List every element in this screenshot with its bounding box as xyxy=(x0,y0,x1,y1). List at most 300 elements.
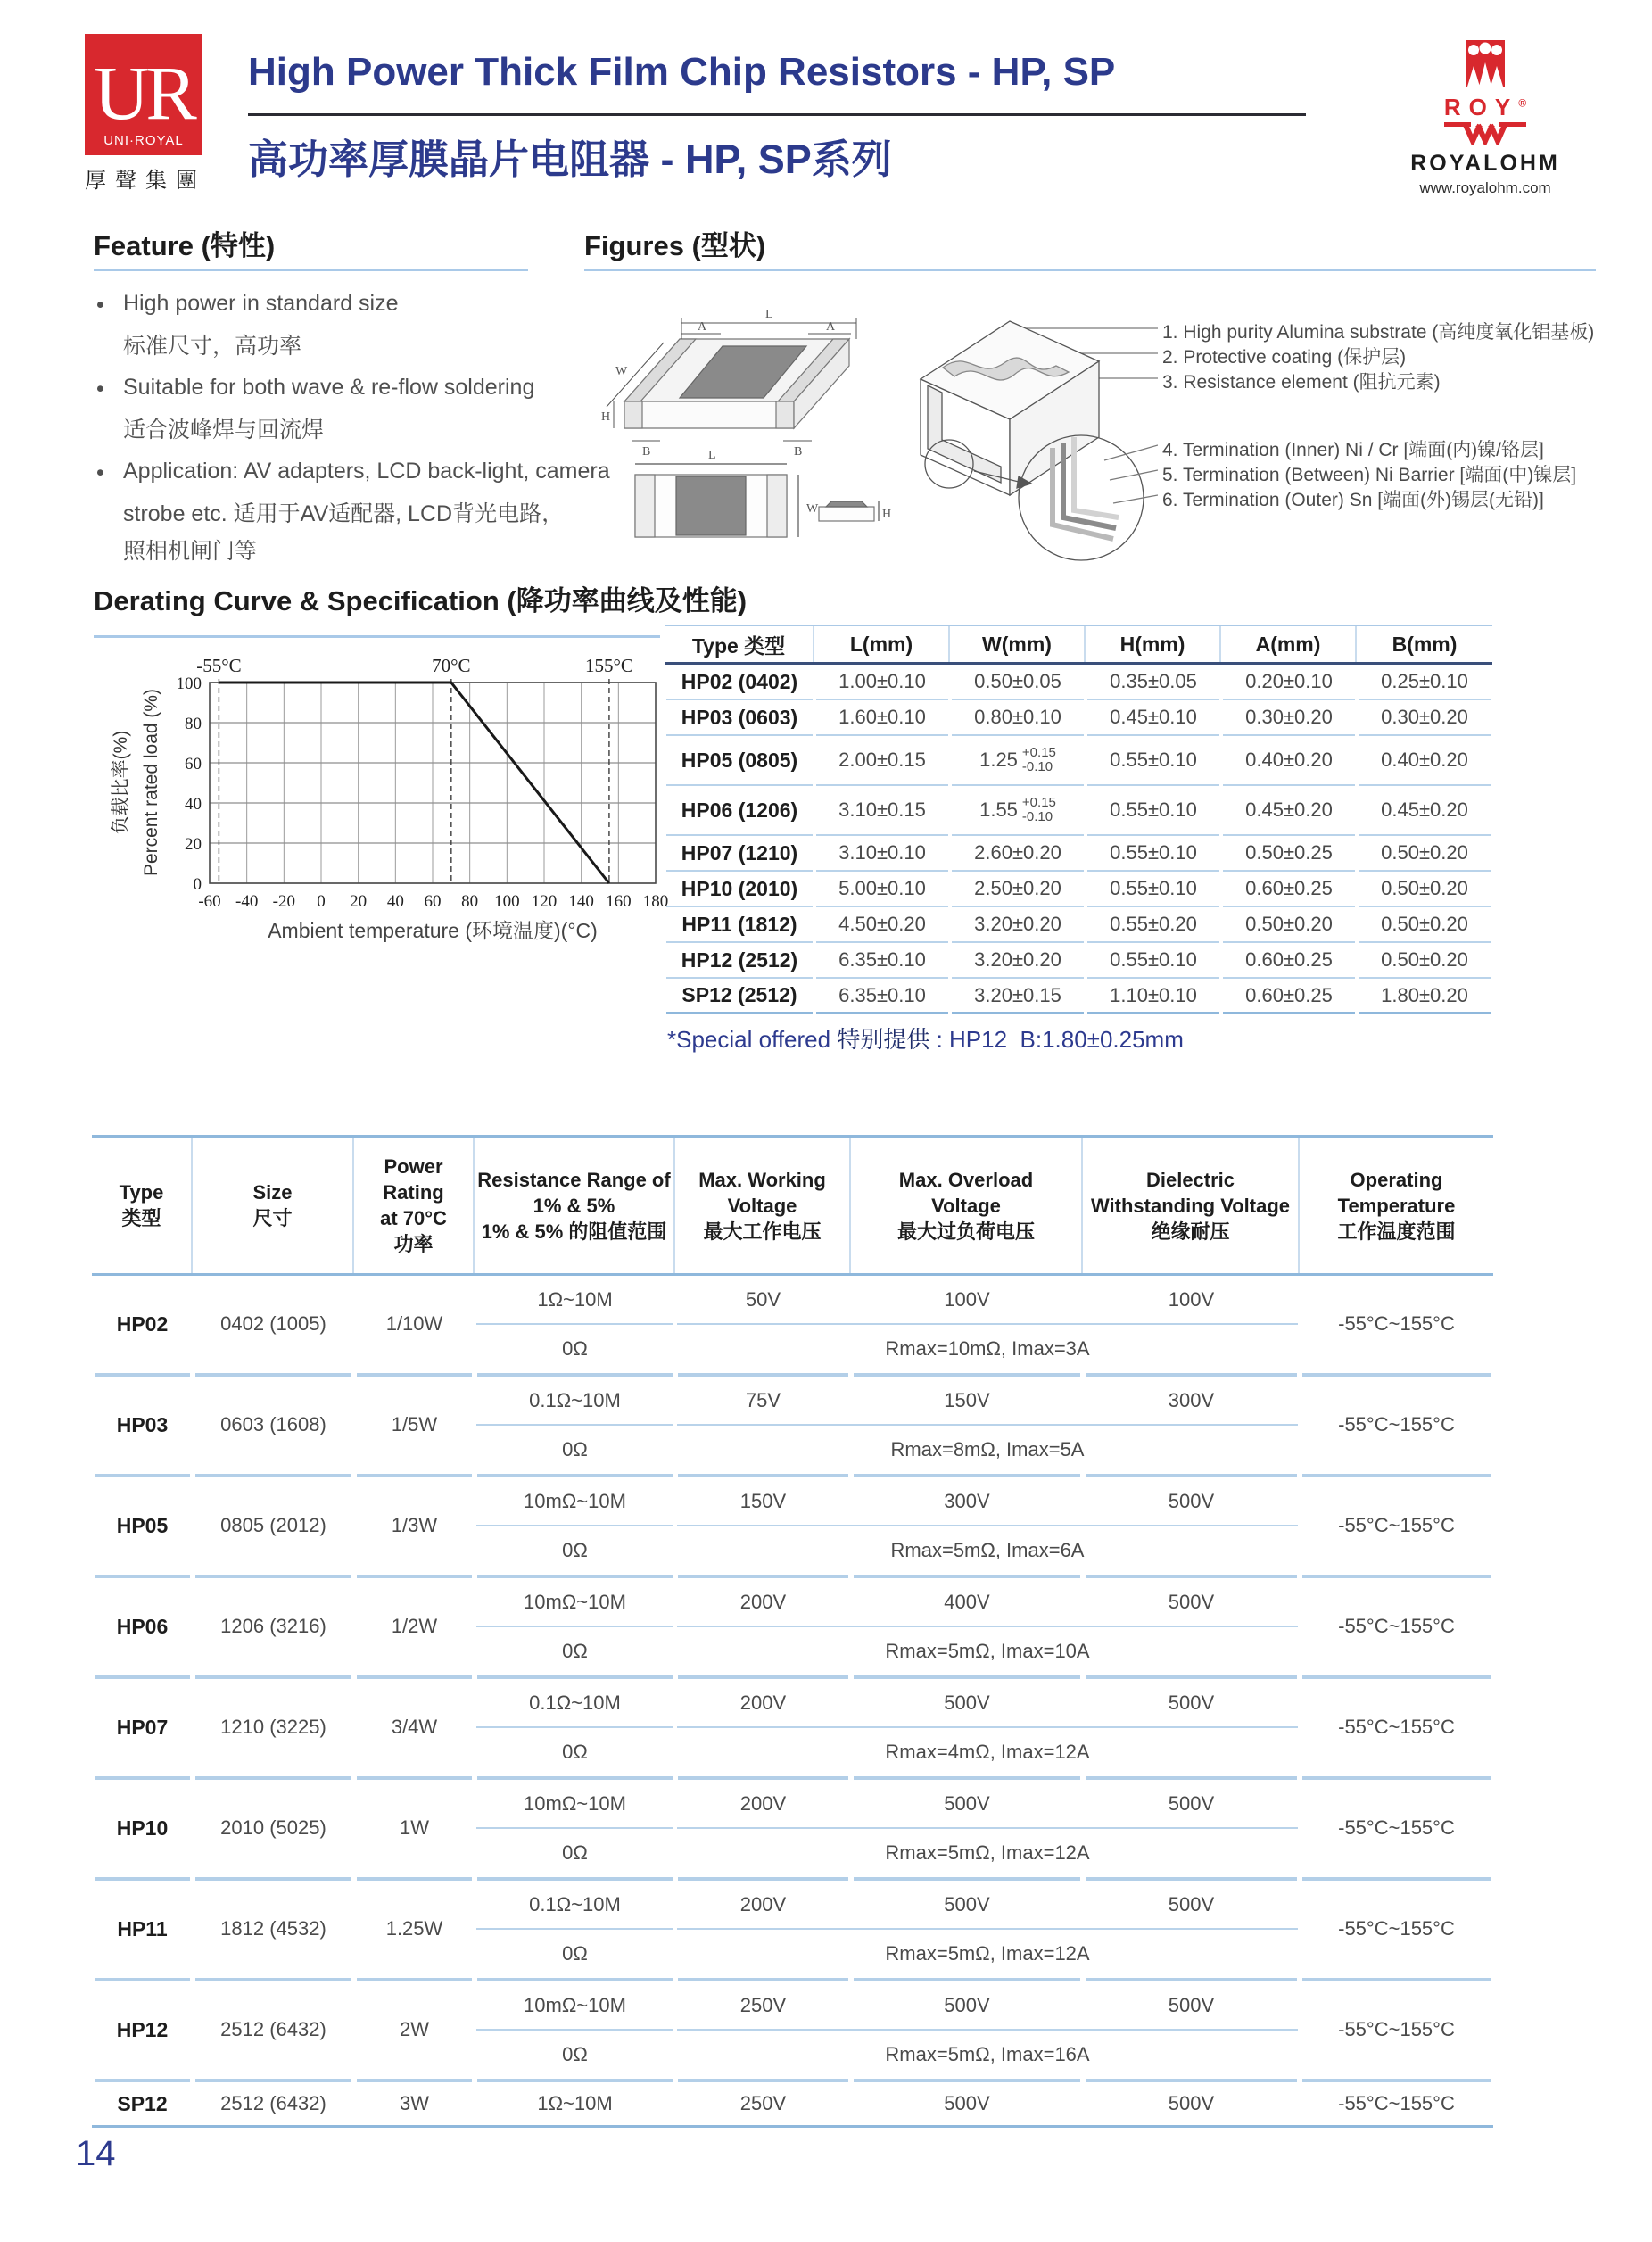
feature-underline xyxy=(94,269,528,271)
dim-table-cell: 2.00±0.15 xyxy=(816,736,948,786)
feature-item: 适合波峰焊与回流焊 xyxy=(123,418,325,443)
figure-structure-drawing xyxy=(894,294,1158,580)
spec-jumper-range-cell: 0Ω xyxy=(562,1841,588,1864)
spec-subrow xyxy=(475,1981,1300,2029)
spec-subrow xyxy=(475,1829,1300,1876)
spec-subrow xyxy=(475,1780,1300,1827)
dim-table-cell: 0.40±0.20 xyxy=(1359,736,1491,786)
spec-working-voltage-cell: 200V xyxy=(739,1892,787,1915)
spec-subrow xyxy=(475,1679,1300,1726)
spec-type-cell: SP12 xyxy=(117,2091,168,2115)
spec-overload-voltage-cell: 150V xyxy=(944,1388,990,1411)
bullet-dot: • xyxy=(96,460,104,485)
spec-temp-cell: -55°C~155°C xyxy=(1338,1917,1455,1940)
separator-segment xyxy=(678,1474,848,1477)
separator-segment xyxy=(854,1575,1080,1578)
roy-zigzag-icon xyxy=(1442,121,1528,145)
figure-annotation: 5. Termination (Between) Ni Barrier [端面(中)镍层] xyxy=(1162,465,1577,485)
dim-table-cell: 1.00±0.10 xyxy=(816,665,948,700)
dim-label-b: B xyxy=(794,445,803,459)
y-tick-label: 100 xyxy=(176,674,202,693)
separator-segment xyxy=(678,1776,848,1780)
separator-segment xyxy=(95,1474,190,1477)
header-line: Power Rating xyxy=(383,1155,444,1204)
spec-cell: 2512 (6432) xyxy=(220,2092,326,2114)
dim-table-row xyxy=(665,943,1492,979)
x-tick-label: 20 xyxy=(350,892,368,911)
uni-royal-label: UNI·ROYAL xyxy=(103,133,184,148)
header-line: Voltage xyxy=(931,1194,1001,1217)
header-line: 最大过负荷电压 xyxy=(896,1220,1035,1243)
dim-table-type-cell: HP11 (1812) xyxy=(666,907,813,943)
header-line: 类型 xyxy=(121,1207,161,1229)
dim-table-row xyxy=(665,907,1492,943)
spec-overload-voltage-cell: 100V xyxy=(944,1287,990,1311)
spec-table-header-cell xyxy=(475,1138,675,1273)
separator-segment xyxy=(678,1575,848,1578)
header-line: 功率 xyxy=(393,1233,434,1255)
dim-table-row xyxy=(665,736,1492,786)
separator-segment xyxy=(95,2079,190,2082)
dim-table-cell: 0.45±0.20 xyxy=(1223,786,1355,836)
separator-segment xyxy=(1302,1474,1491,1477)
reference-label: -55°C xyxy=(196,656,242,676)
reference-label: 70°C xyxy=(432,656,471,676)
dim-table-type-cell: HP12 (2512) xyxy=(666,943,813,979)
spec-middle-group xyxy=(475,1981,1300,2078)
dim-table-cell: 0.50±0.20 xyxy=(1359,907,1491,943)
separator-segment xyxy=(477,1575,673,1578)
spec-table-header-cell xyxy=(675,1138,851,1273)
separator-segment xyxy=(357,1675,472,1679)
dim-table-cell: 0.35±0.05 xyxy=(1087,665,1219,700)
separator-segment xyxy=(195,1776,351,1780)
spec-jumper-limit-cell: Rmax=5mΩ, Imax=12A xyxy=(885,1841,1090,1864)
dim-table-cell: 0.60±0.25 xyxy=(1223,872,1355,907)
dim-table-cell xyxy=(952,786,1084,836)
spec-overload-voltage-cell: 400V xyxy=(944,1590,990,1613)
separator-segment xyxy=(95,1877,190,1881)
dim-table-cell: 0.55±0.10 xyxy=(1087,836,1219,872)
x-tick-label: 100 xyxy=(494,892,520,911)
header-line: 最大工作电压 xyxy=(703,1220,822,1243)
separator-segment xyxy=(357,1877,472,1881)
spec-subrow xyxy=(475,1276,1300,1323)
dim-table-header-cell: B(mm) xyxy=(1392,632,1458,656)
spec-working-voltage-cell: 200V xyxy=(739,1590,787,1613)
spec-temp-cell: -55°C~155°C xyxy=(1338,1816,1455,1839)
page-title: High Power Thick Film Chip Resistors - HP, SP xyxy=(248,50,1116,94)
spec-overload-voltage-cell: 300V xyxy=(944,1489,990,1512)
spec-jumper-limit-cell: Rmax=5mΩ, Imax=10A xyxy=(885,1639,1090,1662)
dim-table-cell: 0.45±0.20 xyxy=(1359,786,1491,836)
separator-segment xyxy=(357,1474,472,1477)
separator-segment xyxy=(678,1978,848,1981)
dim-table-cell: 0.30±0.20 xyxy=(1223,700,1355,736)
separator-segment xyxy=(1086,1575,1297,1578)
dim-table-cell: 3.10±0.15 xyxy=(816,786,948,836)
spec-subrow xyxy=(475,1377,1300,1424)
spec-middle-group xyxy=(475,1578,1300,1675)
spec-cell: 500V xyxy=(1168,2092,1215,2114)
tolerance-upper: +0.15 xyxy=(1021,795,1056,810)
spec-subrow xyxy=(475,1426,1300,1473)
dim-table-cell: 0.60±0.25 xyxy=(1223,979,1355,1014)
y-tick-label: 20 xyxy=(185,835,202,854)
spec-table-header-cell xyxy=(1083,1138,1300,1273)
separator-segment xyxy=(95,1373,190,1377)
spec-power-cell: 1/2W xyxy=(391,1615,438,1637)
header-line: Withstanding Voltage xyxy=(1090,1194,1291,1217)
spec-jumper-range-cell: 0Ω xyxy=(562,1538,588,1561)
dim-table-type-cell: HP07 (1210) xyxy=(666,836,813,872)
dim-table-type-cell: HP06 (1206) xyxy=(666,786,813,836)
spec-table-row xyxy=(92,2082,1493,2125)
spec-power-cell: 1/3W xyxy=(391,1514,438,1536)
separator-segment xyxy=(678,1877,848,1881)
spec-type-cell: HP11 xyxy=(117,1916,168,1940)
dim-table-header-cell: W(mm) xyxy=(950,626,1086,662)
feature-item: 标准尺寸，高功率 xyxy=(123,334,302,359)
spec-middle-group xyxy=(475,1881,1300,1977)
section-figures-heading: Figures (型状) xyxy=(584,230,766,261)
spec-size-cell: 0402 (1005) xyxy=(220,1312,326,1335)
special-note-cn: 特别提供 xyxy=(837,1026,930,1053)
separator-segment xyxy=(854,1776,1080,1780)
section-derating-heading: Derating Curve & Specification (降功率曲线及性能) xyxy=(94,585,748,616)
dim-table-cell: 0.50±0.05 xyxy=(952,665,1084,700)
x-tick-label: 0 xyxy=(317,892,326,911)
dim-table-cell: 0.55±0.20 xyxy=(1087,907,1219,943)
spec-subrow xyxy=(475,1728,1300,1775)
header-line: 工作温度范围 xyxy=(1337,1220,1456,1243)
spec-working-voltage-cell: 200V xyxy=(739,1691,787,1714)
separator-segment xyxy=(1086,1474,1297,1477)
spec-temp-cell: -55°C~155°C xyxy=(1338,2018,1455,2040)
separator-segment xyxy=(95,1776,190,1780)
feature-item: Application: AV adapters, LCD back-light, camera xyxy=(123,459,610,484)
dim-table-cell: 3.20±0.20 xyxy=(952,907,1084,943)
separator-segment xyxy=(195,1877,351,1881)
header-line: 绝缘耐压 xyxy=(1151,1220,1230,1243)
separator-segment xyxy=(1086,2079,1297,2082)
spec-range-cell: 0.1Ω~10M xyxy=(529,1691,621,1714)
derating-line xyxy=(219,683,609,883)
spec-cell: -55°C~155°C xyxy=(1338,2092,1455,2114)
separator-segment xyxy=(1086,1675,1297,1679)
spec-cell: 1Ω~10M xyxy=(537,2092,613,2114)
spec-power-cell: 1.25W xyxy=(385,1917,443,1940)
dim-label-l: L xyxy=(708,449,716,462)
header-line: at 70°C xyxy=(380,1207,447,1229)
header-line: 尺寸 xyxy=(252,1207,293,1229)
header-line: 1% & 5% 的阻值范围 xyxy=(481,1220,667,1243)
dim-label-a: A xyxy=(826,320,836,334)
header-line: Max. Working xyxy=(698,1168,826,1191)
y-axis-label-cn: 负载比率(%) xyxy=(111,730,131,835)
feature-item: 照相机闸门等 xyxy=(123,539,258,564)
spec-temp-cell: -55°C~155°C xyxy=(1338,1514,1455,1536)
spec-table-header-cell xyxy=(354,1138,475,1273)
brand-name: ROYALOHM xyxy=(1410,151,1560,176)
separator-segment xyxy=(678,1373,848,1377)
dim-table-cell: 0.45±0.10 xyxy=(1087,700,1219,736)
brand-url[interactable]: www.royalohm.com xyxy=(1419,179,1551,196)
spec-jumper-limit-cell: Rmax=5mΩ, Imax=6A xyxy=(890,1538,1085,1561)
x-tick-label: 140 xyxy=(568,892,594,911)
spec-temp-cell: -55°C~155°C xyxy=(1338,1413,1455,1435)
x-tick-label: 120 xyxy=(531,892,558,911)
dim-value: 1.55 xyxy=(979,798,1018,821)
dim-table-cell: 0.55±0.10 xyxy=(1087,872,1219,907)
spec-power-cell: 1/10W xyxy=(385,1312,443,1335)
dim-table-cell: 3.10±0.10 xyxy=(816,836,948,872)
separator-segment xyxy=(357,1776,472,1780)
dim-label-h: H xyxy=(601,410,611,424)
dim-table-cell: 2.60±0.20 xyxy=(952,836,1084,872)
separator-segment xyxy=(854,2079,1080,2082)
separator-segment xyxy=(477,1474,673,1477)
spec-subrow xyxy=(475,1325,1300,1372)
separator-segment xyxy=(195,1575,351,1578)
dim-table-cell: 1.80±0.20 xyxy=(1359,979,1491,1014)
bullet-dot: • xyxy=(96,376,104,401)
separator-segment xyxy=(854,1373,1080,1377)
header-line: 1% & 5% xyxy=(533,1194,615,1217)
spec-working-voltage-cell: 250V xyxy=(739,1993,787,2016)
spec-table-block xyxy=(92,1276,1493,1372)
dim-table-cell: 3.20±0.20 xyxy=(952,943,1084,979)
figure-annotation: 2. Protective coating (保护层) xyxy=(1162,347,1407,368)
spec-dielectric-voltage-cell: 500V xyxy=(1168,1590,1215,1613)
x-tick-label: 80 xyxy=(461,892,479,911)
separator-segment xyxy=(854,1474,1080,1477)
dim-label-b: B xyxy=(642,445,651,459)
dim-table-row xyxy=(665,836,1492,872)
spec-range-cell: 10mΩ~10M xyxy=(524,1590,626,1613)
separator-segment xyxy=(195,1373,351,1377)
separator-segment xyxy=(1086,1373,1297,1377)
x-tick-label: -40 xyxy=(235,892,259,911)
spec-type-cell: HP12 xyxy=(116,2017,169,2041)
separator-segment xyxy=(1302,2079,1491,2082)
header-line: Operating xyxy=(1350,1168,1443,1191)
spec-power-cell: 1W xyxy=(400,1816,429,1839)
special-note xyxy=(667,1022,1184,1055)
spec-subrow xyxy=(475,1526,1300,1574)
separator-segment xyxy=(477,1877,673,1881)
figure-annotation: 4. Termination (Inner) Ni / Cr [端面(内)镍/铬层] xyxy=(1162,440,1544,460)
separator-segment xyxy=(357,1373,472,1377)
spec-jumper-limit-cell: Rmax=5mΩ, Imax=16A xyxy=(885,2042,1090,2065)
y-tick-label: 40 xyxy=(185,795,202,814)
dim-table-row xyxy=(665,979,1492,1014)
dim-table-cell: 3.20±0.15 xyxy=(952,979,1084,1014)
separator-segment xyxy=(477,1675,673,1679)
uni-royal-logo xyxy=(85,34,202,155)
spec-size-cell: 1812 (4532) xyxy=(220,1917,326,1940)
dim-label-a: A xyxy=(698,320,707,334)
spec-table-header-cell xyxy=(1300,1138,1493,1273)
figure-annotation: 3. Resistance element (阻抗元素) xyxy=(1162,372,1441,393)
spec-overload-voltage-cell: 500V xyxy=(944,1791,990,1815)
dim-table-row xyxy=(665,665,1492,700)
special-note-en: *Special offered xyxy=(667,1026,831,1053)
separator-segment xyxy=(95,1978,190,1981)
royalohm-logo xyxy=(1390,39,1581,197)
spec-subrow xyxy=(475,2031,1300,2078)
header-line: Dielectric xyxy=(1145,1168,1235,1191)
dim-table-type-cell: HP02 (0402) xyxy=(666,665,813,700)
spec-table-header-cell xyxy=(92,1138,193,1273)
separator-segment xyxy=(195,1474,351,1477)
dim-table-cell: 0.25±0.10 xyxy=(1359,665,1491,700)
spec-dielectric-voltage-cell: 500V xyxy=(1168,1691,1215,1714)
derating-chart xyxy=(89,656,678,955)
spec-size-cell: 2512 (6432) xyxy=(220,2018,326,2040)
separator-segment xyxy=(195,2079,351,2082)
spec-middle-group xyxy=(475,1276,1300,1372)
feature-item: strobe etc. 适用于AV适配器, LCD背光电路， xyxy=(123,501,565,526)
spec-table-block xyxy=(92,1881,1493,1977)
dim-table-cell: 1.10±0.10 xyxy=(1087,979,1219,1014)
spec-table-block xyxy=(92,1377,1493,1473)
dim-table-header-cell: H(mm) xyxy=(1086,626,1221,662)
dim-table-header xyxy=(665,626,1492,665)
x-axis-label: Ambient temperature (环境温度)(°C) xyxy=(268,919,598,942)
page-subtitle-cn: 高功率厚膜晶片电阻器 - HP, SP系列 xyxy=(248,137,892,182)
header-line: Max. Overload xyxy=(898,1168,1034,1191)
spec-temp-cell: -55°C~155°C xyxy=(1338,1615,1455,1637)
page-number: 14 xyxy=(76,2134,116,2173)
header-line: Voltage xyxy=(727,1194,797,1217)
separator-segment xyxy=(1302,1575,1491,1578)
header-line: Temperature xyxy=(1337,1194,1456,1217)
spec-working-voltage-cell: 200V xyxy=(739,1791,787,1815)
dim-label-l: L xyxy=(765,308,773,321)
spec-table-header-cell xyxy=(851,1138,1083,1273)
dim-label-w: W xyxy=(615,365,628,378)
spec-range-cell: 10mΩ~10M xyxy=(524,1489,626,1512)
separator-segment xyxy=(1086,1978,1297,1981)
dim-table-type-cell: HP10 (2010) xyxy=(666,872,813,907)
dim-label-w: W xyxy=(806,502,819,516)
spec-jumper-limit-cell: Rmax=8mΩ, Imax=5A xyxy=(890,1437,1085,1460)
spec-jumper-range-cell: 0Ω xyxy=(562,1941,588,1965)
tolerance-stack xyxy=(1022,746,1056,774)
spec-dielectric-voltage-cell: 500V xyxy=(1168,1993,1215,2016)
dim-table-cell: 5.00±0.10 xyxy=(816,872,948,907)
dim-table-cell xyxy=(952,736,1084,786)
spec-table-header-cell xyxy=(193,1138,354,1273)
spec-dielectric-voltage-cell: 100V xyxy=(1168,1287,1215,1311)
figure-annotation: 6. Termination (Outer) Sn [端面(外)锡层(无铅)] xyxy=(1162,490,1544,510)
separator-segment xyxy=(95,1575,190,1578)
dim-label-h: H xyxy=(882,508,892,521)
spec-jumper-limit-cell: Rmax=10mΩ, Imax=3A xyxy=(885,1336,1090,1360)
spec-working-voltage-cell: 150V xyxy=(739,1489,787,1512)
spec-jumper-range-cell: 0Ω xyxy=(562,1740,588,1763)
dim-table-cell: 6.35±0.10 xyxy=(816,943,948,979)
header-line: Type xyxy=(119,1181,164,1204)
figure-dimension-drawing xyxy=(582,287,892,567)
spec-table-block xyxy=(92,1981,1493,2078)
royalohm-icon xyxy=(1442,39,1528,91)
roy-wordmark: ROY® xyxy=(1443,94,1527,120)
dim-table-cell: 0.60±0.25 xyxy=(1223,943,1355,979)
dim-table-cell: 0.40±0.20 xyxy=(1223,736,1355,786)
tolerance-stack xyxy=(1022,796,1056,824)
dimension-table xyxy=(665,625,1492,1014)
x-tick-label: -20 xyxy=(272,892,295,911)
dim-table-header-cell: A(mm) xyxy=(1221,626,1357,662)
dim-table-row xyxy=(665,700,1492,736)
x-tick-label: 40 xyxy=(386,892,404,911)
dim-table-cell: 0.50±0.20 xyxy=(1223,907,1355,943)
bullet-dot: • xyxy=(96,293,104,318)
separator-segment xyxy=(678,2079,848,2082)
spec-overload-voltage-cell: 500V xyxy=(944,1892,990,1915)
separator-segment xyxy=(357,1978,472,1981)
x-tick-label: 180 xyxy=(642,892,669,911)
spec-range-cell: 10mΩ~10M xyxy=(524,1791,626,1815)
spec-table-block xyxy=(92,1578,1493,1675)
spec-type-cell: HP06 xyxy=(116,1614,169,1638)
y-axis-label-en: Percent rated load (%) xyxy=(141,688,161,877)
spec-table-block xyxy=(92,1679,1493,1775)
spec-type-cell: HP02 xyxy=(116,1311,169,1336)
spec-size-cell: 0603 (1608) xyxy=(220,1413,326,1435)
dim-table-row xyxy=(665,786,1492,836)
dim-table-cell: 0.55±0.10 xyxy=(1087,736,1219,786)
spec-range-cell: 10mΩ~10M xyxy=(524,1993,626,2016)
y-tick-label: 80 xyxy=(185,715,202,733)
tolerance-upper: +0.15 xyxy=(1021,745,1056,760)
dim-table-cell: 0.50±0.20 xyxy=(1359,943,1491,979)
spec-temp-cell: -55°C~155°C xyxy=(1338,1716,1455,1738)
spec-overload-voltage-cell: 500V xyxy=(944,1993,990,2016)
x-tick-label: 160 xyxy=(606,892,632,911)
dim-table-type-cell: HP03 (0603) xyxy=(666,700,813,736)
registered-mark: ® xyxy=(1518,96,1527,110)
separator-segment xyxy=(195,1978,351,1981)
dim-table-cell: 2.50±0.20 xyxy=(952,872,1084,907)
separator-segment xyxy=(1302,1877,1491,1881)
dim-table-cell: 0.50±0.20 xyxy=(1359,836,1491,872)
spec-subrow xyxy=(475,1578,1300,1626)
spec-power-cell: 1/5W xyxy=(391,1413,438,1435)
separator-segment xyxy=(678,1675,848,1679)
spec-subrow xyxy=(475,1477,1300,1525)
separator-segment xyxy=(357,1575,472,1578)
spec-subrow xyxy=(475,1930,1300,1977)
spec-table-block xyxy=(92,1477,1493,1574)
separator-segment xyxy=(477,1978,673,1981)
separator-segment xyxy=(854,1877,1080,1881)
separator-segment xyxy=(357,2079,472,2082)
spec-size-cell: 0805 (2012) xyxy=(220,1514,326,1536)
separator-segment xyxy=(854,1978,1080,1981)
spec-middle-group xyxy=(475,1679,1300,1775)
dim-table-type-cell: SP12 (2512) xyxy=(666,979,813,1014)
dim-table-header-cell: L(mm) xyxy=(814,626,950,662)
dim-table-cell: 4.50±0.20 xyxy=(816,907,948,943)
spec-type-cell: HP05 xyxy=(116,1513,169,1537)
spec-power-cell: 3/4W xyxy=(391,1716,438,1738)
separator-segment xyxy=(1302,1978,1491,1981)
spec-subrow xyxy=(475,1627,1300,1675)
spec-working-voltage-cell: 50V xyxy=(745,1287,781,1311)
